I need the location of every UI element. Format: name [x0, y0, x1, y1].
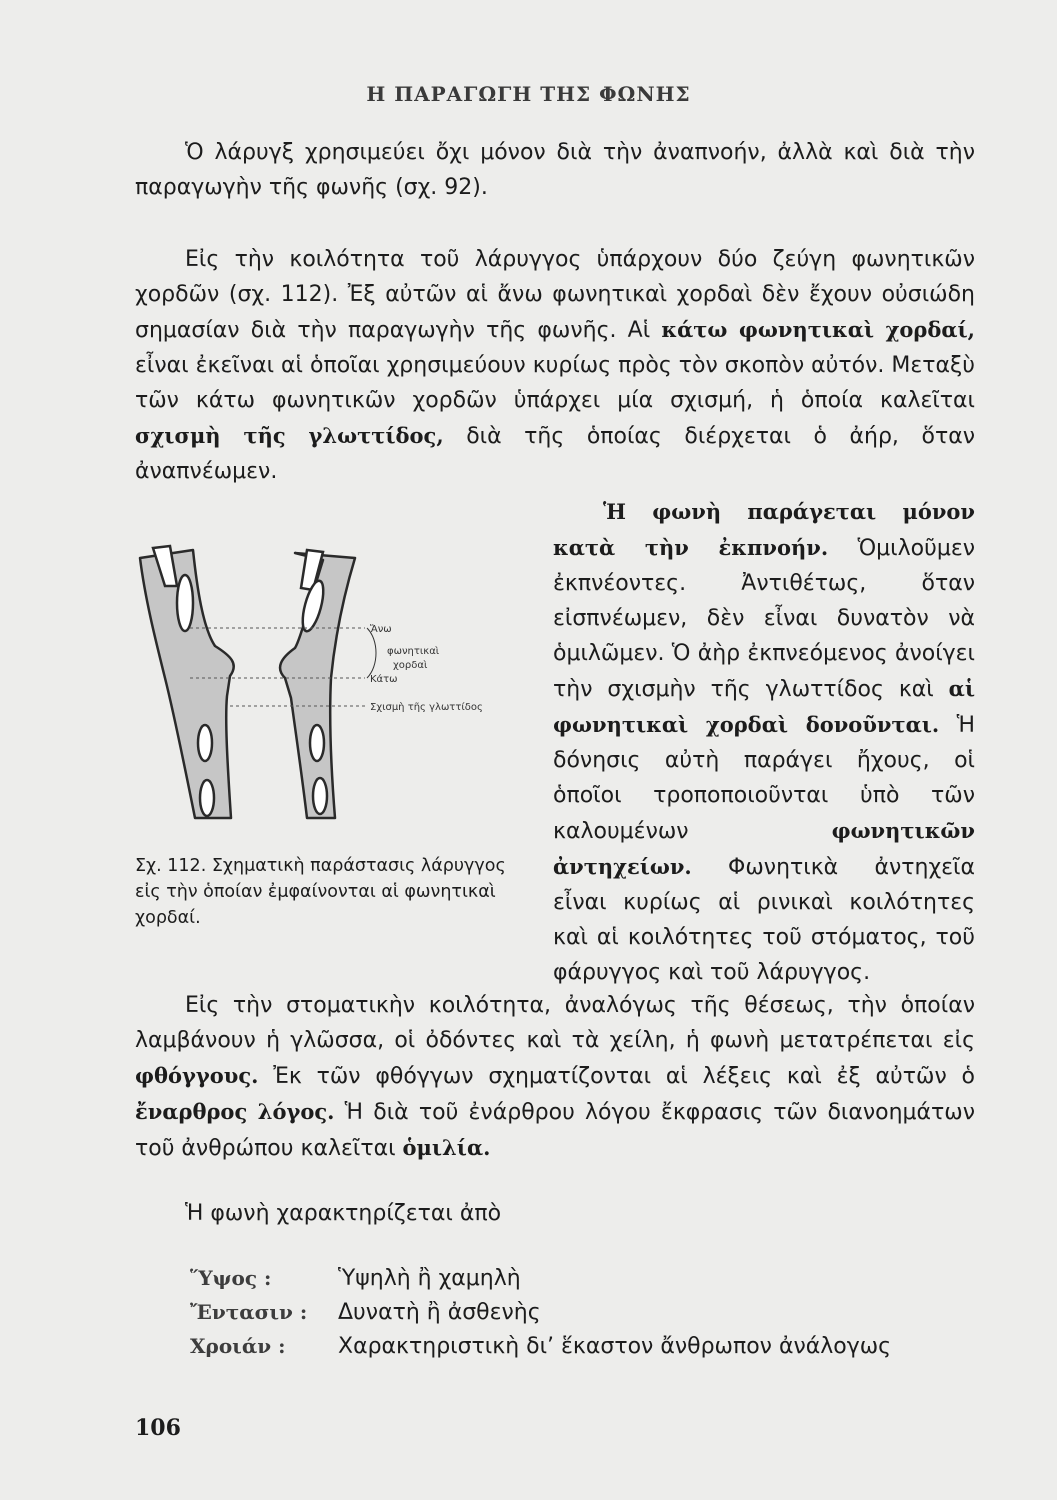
text-run: Εἰς τὴν κοιλότητα τοῦ λάρυγγος ὑπάρχουν δύο ζεύγη φωνητικῶν χορδῶν (σχ. 112). Ἐξ αὐτῶν αἱ ἄνω φωνητικαὶ χορδαὶ δὲν ἔχουν οὐσιώδη σημασίαν διὰ τὴν παραγωγὴν τῆς φωνῆς. Αἱ	[135, 247, 975, 343]
label-vocal-cords-2: χορδαὶ	[393, 660, 428, 671]
feature-term: Ἔντασιν :	[190, 1300, 308, 1324]
bold-statement-exhalation: Ἡ φωνὴ παράγεται μόνον κατὰ τὴν ἐκπνοήν.	[553, 499, 975, 560]
left-cartilage-upper	[198, 725, 212, 761]
text-run: Ἡ δόνησις αὐτὴ παράγει ἤχους, οἱ ὁποῖοι τροποποιοῦνται ὑπὸ τῶν καλουμένων	[553, 713, 976, 844]
figure-caption: Σχ. 112. Σχηματικὴ παράστασις λάρυγγος εἰς τὴν ὁποίαν ἐμφαίνονται αἱ φωνητικαὶ χορδαί.	[135, 856, 506, 928]
larynx-diagram	[135, 528, 535, 848]
page-header: Η ΠΑΡΑΓΩΓΗ ΤΗΣ ΦΩΝΗΣ	[366, 82, 691, 106]
right-cartilage-lower	[313, 778, 327, 814]
label-glottis: Σχισμὴ τῆς γλωττίδος	[370, 702, 483, 713]
text-run: Ὁμιλοῦμεν ἐκπνέοντες. Ἀντιθέτως, ὅταν εἰσπνέωμεν, δὲν εἶναι δυνατὸν νὰ ὁμιλῶμεν. Ὁ ἀὴρ ἐκπνεόμενος ἀνοίγει τὴν σχισμὴν τῆς γλωττίδος καὶ	[553, 536, 975, 702]
left-ventricle	[177, 575, 193, 631]
feature-value: Χαρακτηριστικὴ δι’ ἕκαστον ἄνθρωπον ἀνάλογως	[338, 1334, 892, 1359]
bold-term-glottis: σχισμὴ τῆς γλωττίδος,	[135, 423, 444, 448]
text-run: Ἐκ τῶν φθόγγων σχηματίζονται αἱ λέξεις καὶ ἐξ αὐτῶν ὁ	[258, 1064, 975, 1089]
paragraph-exhalation	[553, 494, 975, 990]
text-run: Φωνητικὰ ἀντηχεῖα εἶναι κυρίως αἱ ρινικαὶ κοιλότητες καὶ αἱ κοιλότητες τοῦ στόματος, τοῦ φάρυγγος καὶ τοῦ λάρυγγος.	[553, 855, 975, 985]
bold-statement-vibration: αἱ φωνητικαὶ χορδαὶ δονοῦνται.	[553, 676, 975, 737]
label-upper: Ἄνω	[370, 624, 392, 635]
paragraph-speech	[135, 988, 975, 1166]
bold-term-phonemes: φθόγγους.	[135, 1063, 259, 1088]
page-number: 106	[135, 1415, 181, 1441]
feature-row-intensity	[190, 1296, 541, 1328]
feature-row-pitch	[190, 1262, 521, 1294]
text-run: Εἰς τὴν στοματικὴν κοιλότητα, ἀναλόγως τῆς θέσεως, τὴν ὁποίαν λαμβάνουν ἡ γλῶσσα, οἱ ὀδόντες καὶ τὰ χείλη, ἡ φωνὴ μετατρέπεται εἰς	[135, 993, 975, 1053]
feature-value: Ὑψηλὴ ἢ χαμηλὴ	[338, 1266, 521, 1291]
label-lower: Κάτω	[370, 674, 398, 685]
text-run: διὰ τῆς ὁποίας διέρχεται ὁ ἀήρ, ὅταν ἀναπνέωμεν.	[135, 424, 975, 484]
feature-term: Χροιάν :	[190, 1334, 286, 1358]
feature-row-timbre	[190, 1330, 891, 1362]
paragraph-vocal-cords	[135, 242, 975, 489]
paragraph-characteristics: Ἡ φωνὴ χαρακτηρίζεται ἀπὸ	[185, 1201, 502, 1226]
larynx-figure	[135, 528, 535, 848]
bold-term-articulate-speech: ἔναρθρος λόγος.	[135, 1099, 335, 1124]
bold-term-speech: ὁμιλία.	[402, 1135, 491, 1160]
text-run: Ἡ διὰ τοῦ ἐνάρθρου λόγου ἔκφρασις τῶν διανοημάτων τοῦ ἀνθρώπου καλεῖται	[135, 1100, 975, 1161]
text-run: εἶναι ἐκεῖναι αἱ ὁποῖαι χρησιμεύουν κυρίως πρὸς τὸν σκοπὸν αὐτόν. Μεταξὺ τῶν κάτω φωνητικῶν χορδῶν ὑπάρχει μία σχισμή, ἡ ὁποία καλεῖται	[135, 353, 975, 413]
bold-term-lower-cords: κάτω φωνητικαὶ χορδαί,	[661, 317, 975, 342]
feature-term: Ὕψος :	[190, 1266, 272, 1290]
feature-value: Δυνατὴ ἢ ἀσθενὴς	[338, 1300, 541, 1325]
paragraph-intro: Ὁ λάρυγξ χρησιμεύει ὄχι μόνον διὰ τὴν ἀναπνοήν, ἀλλὰ καὶ διὰ τὴν παραγωγὴν τῆς φωνῆς (σχ. 92).	[135, 140, 975, 200]
label-vocal-cords-1: φωνητικαὶ	[387, 646, 440, 657]
left-cartilage-lower	[200, 780, 214, 816]
bold-term-resonators: φωνητικῶν ἀντηχείων.	[553, 818, 975, 879]
right-cartilage-upper	[310, 725, 324, 761]
